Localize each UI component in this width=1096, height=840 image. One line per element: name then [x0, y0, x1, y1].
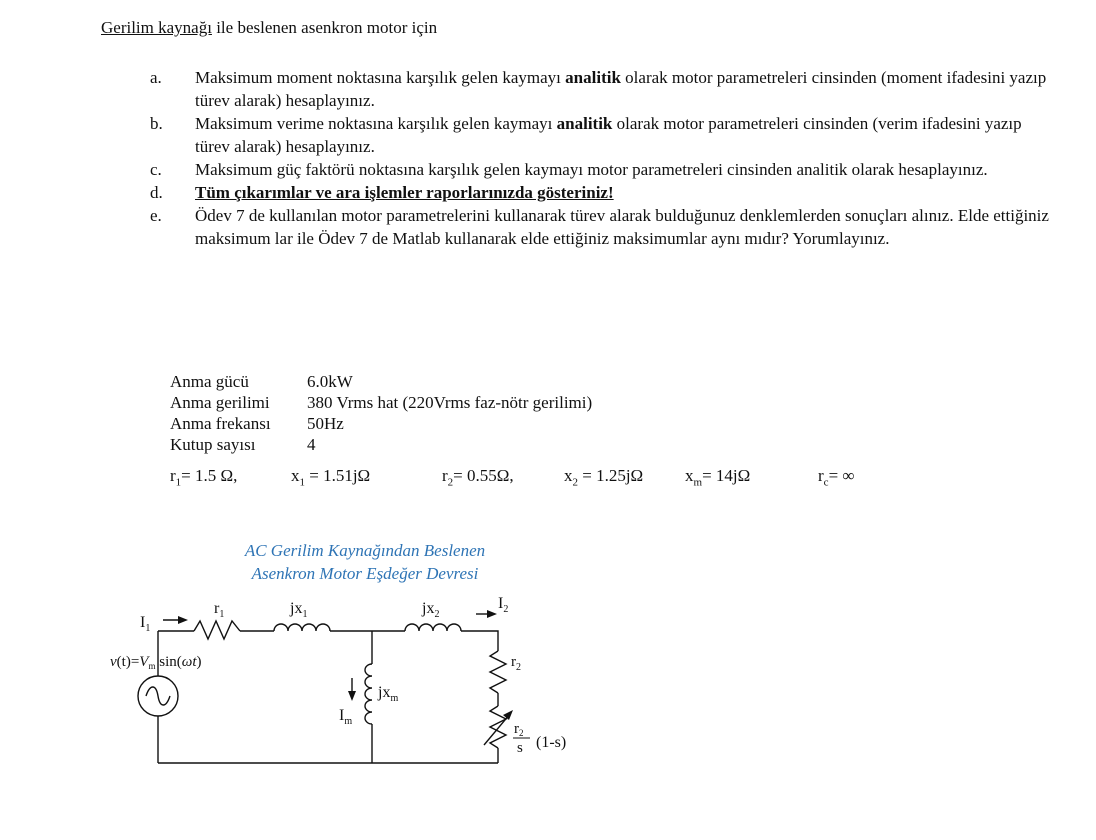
inductor-jx2	[405, 624, 461, 631]
circuit-title-line1: AC Gerilim Kaynağından Beslenen	[244, 541, 486, 560]
param-label: Anma gerilimi	[170, 393, 270, 412]
list-marker: d.	[150, 183, 163, 202]
param-label: Anma gücü	[170, 372, 249, 391]
resistor-r1	[194, 621, 240, 639]
label-Im: $I_m$	[339, 707, 353, 727]
wire-top-right	[461, 631, 498, 651]
label-load-suffix: (1-s)	[536, 734, 567, 751]
item-text: olarak motor parametreleri cinsinden (verim ifadesini yazıp türev alarak) hesaplayınız.	[195, 114, 1022, 156]
label-load-den: s	[517, 740, 523, 756]
circuit-title-line2: Asenkron Motor Eşdeğer Devresi	[251, 564, 479, 583]
arrow-Im-head	[348, 691, 356, 701]
param-label: Anma frekansı	[170, 414, 271, 433]
param-value: 4	[307, 435, 316, 454]
label-I2: $I_2$	[498, 595, 509, 615]
value-xm: $x_m= 14j\Omega$	[685, 466, 751, 489]
label-r1: $r_1$	[214, 600, 225, 620]
list-marker: e.	[150, 206, 162, 225]
value-x2: $x_2 = 1.25j\Omega$	[564, 466, 644, 489]
heading-underlined: Gerilim kaynağı	[101, 18, 212, 37]
item-text: Maksimum moment noktasına karşılık gelen kaymayı	[195, 68, 566, 87]
value-rc: $r_c=$ ∞	[818, 466, 855, 489]
param-value: 50Hz	[307, 414, 344, 433]
label-source: $v(t)=V_m$ sin(ωt)	[110, 654, 202, 671]
label-r2: $r_2$	[511, 654, 521, 673]
param-value: 6.0kW	[307, 372, 353, 391]
value-r1: $r_1= 1.5$ Ω,	[170, 466, 238, 489]
list-marker: c.	[150, 160, 162, 179]
label-I1: $I_1$	[140, 614, 151, 634]
param-label: Kutup sayısı	[170, 435, 256, 454]
inductor-jx1	[274, 624, 330, 631]
resistor-r2	[490, 651, 506, 693]
arrow-I2-head	[487, 610, 497, 618]
inductor-jxm	[365, 664, 372, 724]
list-marker: a.	[150, 68, 162, 87]
item-bold: analitik	[556, 114, 613, 133]
item-bold: analitik	[565, 68, 621, 87]
item-text: Maksimum güç faktörü noktasına karşılık gelen kaymayı motor parametreleri cinsinden analitik olarak hesaplayınız.	[195, 160, 988, 179]
variable-arrow-line	[484, 714, 510, 745]
label-jxm: $jx_m$	[378, 684, 399, 704]
list-marker: b.	[150, 114, 163, 133]
value-r2: $r_2= 0.55\Omega$,	[442, 466, 514, 489]
item-text: Tüm çıkarımlar ve ara işlemler raporlarınızda gösteriniz!	[195, 183, 614, 202]
item-text: Ödev 7 de kullanılan motor parametrelerini kullanarak türev alarak bulduğunuz denklemlerden sonuçları alınız. Elde ettiğiniz maksimum lar ile Ödev 7 de Matlab kullanarak elde ettiğiniz maksimumlar aynı mıdır? Yorumlayınız.	[195, 206, 1049, 248]
heading-rest: ile beslenen asenkron motor için	[211, 18, 438, 37]
label-jx2: $jx_2$	[422, 600, 440, 620]
sine-wave-icon	[146, 687, 170, 705]
resistor-load	[490, 706, 506, 748]
label-load-num: $r_2$	[514, 721, 524, 738]
label-jx1: $jx_1$	[290, 600, 308, 620]
arrow-I1-head	[178, 616, 188, 624]
param-value: 380 Vrms hat (220Vrms faz-nötr gerilimi)	[307, 393, 593, 412]
item-text: Maksimum verime noktasına karşılık gelen kaymayı	[195, 114, 557, 133]
value-x1: $x_1 = 1.51j\Omega$	[291, 466, 371, 489]
item-text: olarak motor parametreleri cinsinden (moment ifadesini yazıp türev alarak) hesaplayınız.	[195, 68, 1047, 110]
